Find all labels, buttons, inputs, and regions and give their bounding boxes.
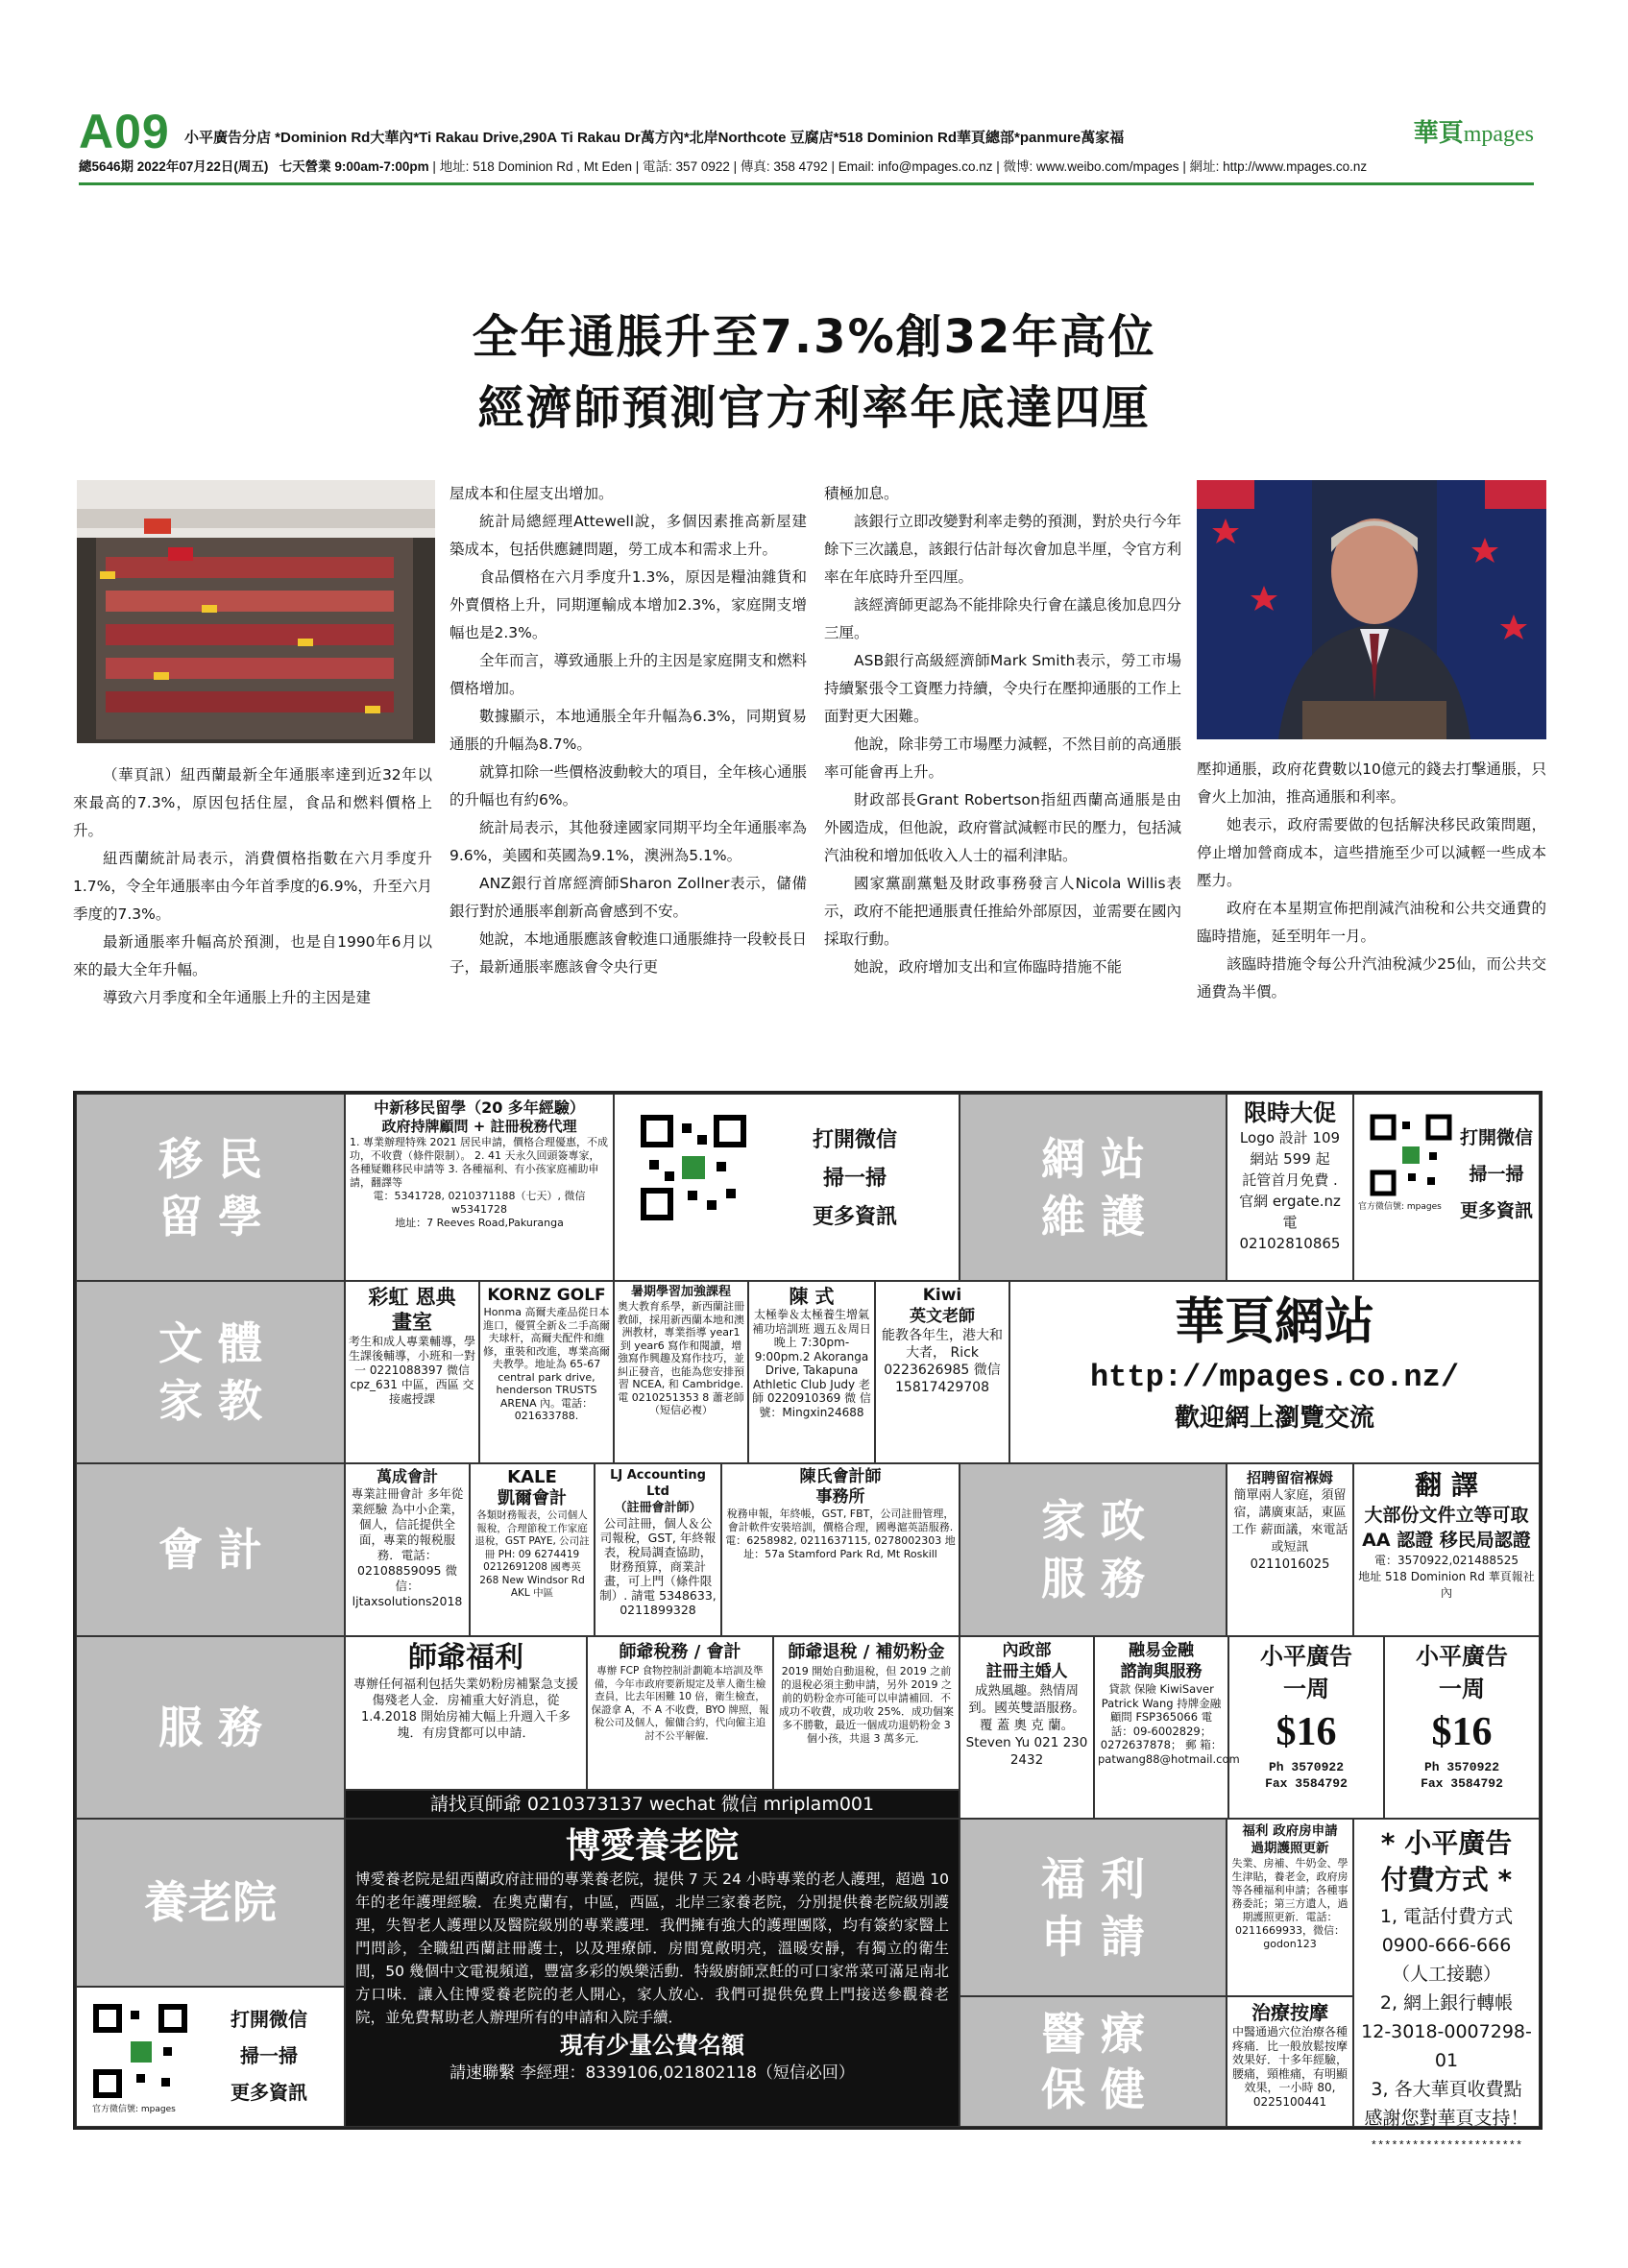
- ad-body: 稅務申報，年終帳，GST, FBT，公司註冊管理，會計軟件安裝培訓，價格合理，國粵滬英語服務. 電：6258982, 0211637115, 0278002303 地址：57a Stamford Park Rd, Mt Roskill: [725, 1508, 956, 1560]
- ad-contact: 電：3570922,021488525 地址 518 Dominion Rd 華頁報社內: [1358, 1554, 1535, 1600]
- paragraph: 該經濟師更認為不能排除央行會在議息後加息四分三厘。: [824, 596, 1182, 641]
- qr-ad-1: [614, 1094, 960, 1281]
- article-column-3: [824, 480, 1181, 981]
- category-service: 服 務: [76, 1636, 345, 1819]
- paragraph: 該銀行立即改變對利率走勢的預測，對於央行今年餘下三次議息，該銀行估計每次會加息半厘，令官方利率在年底時升至四厘。: [824, 513, 1182, 586]
- qr-instructions: [202, 2001, 336, 2111]
- ad-contact: Ph 3570922 Fax 3584792: [1265, 1760, 1348, 1791]
- ad-title: 招聘留宿褓姆: [1246, 1469, 1333, 1486]
- ad-body: Honma 高爾夫產品從日本進口，優質全新＆二手高爾夫球杆，高爾夫配件和維修，重裝和改進，專業高爾夫教學。地址為 65-67 central park drive, henderson TRUSTS ARENA 內。電話：021633788.: [483, 1306, 610, 1422]
- ad-body: 專辦任何福利包括失業奶粉房補緊急支援傷殘老人金．房補重大好消息，從 1.4.2018 開始房補大幅上升週入千多塊．有房貸都可以申請．: [352, 1677, 578, 1741]
- ad-title: KALE 凱爾會計: [498, 1467, 567, 1508]
- ad-body: 1, 電話付費方式 0900-666-666 （人工接聽） 2, 網上銀行轉帳 12-3018-0007298-01 3, 各大華頁收費點 感謝您對華頁支持！: [1361, 1906, 1532, 2129]
- ad-title: 博愛養老院: [565, 1826, 739, 1866]
- qr-text-more: 更多資訊: [1459, 1200, 1533, 1221]
- ad-body: Logo 設計 109 網站 599 起 託管首月免費 . 官網 ergate.nz 電 02102810865: [1239, 1129, 1341, 1252]
- paragraph: 壓抑通脹，政府花費數以10億元的錢去打擊通脹，只會火上加油，推高通脹和利率。: [1197, 760, 1546, 806]
- ad-body: 成熟風趣。熱情周到。國英雙語服務。覆 蓋 奧 克 蘭。 Steven Yu 021 230 2432: [965, 1683, 1088, 1768]
- ad-contact-bar: 請找頁師爺 0210373137 wechat 微信 mriplam001: [345, 1790, 960, 1819]
- logo-cn: 華頁: [1413, 119, 1464, 147]
- ad-slogan: 歡迎網上瀏覽交流: [1174, 1404, 1374, 1433]
- paragraph: 就算扣除一些價格波動較大的項目，全年核心通脹的升幅也有約6%。: [450, 763, 808, 808]
- ad-lj-accounting: [595, 1463, 721, 1636]
- ad-address: 地址：7 Reeves Road,Pakuranga: [395, 1217, 564, 1229]
- qr-text-scan: 掃一掃: [1469, 1164, 1524, 1185]
- ad-contact: 請速聯繫 李經理：8339106,021802118（短信必回）: [450, 2063, 855, 2083]
- qr-caption: 官方微信號: mpages: [92, 2105, 176, 2114]
- paragraph: 她表示，政府需要做的包括解決移民政策問題，停止增加營商成本，這些措施至少可以減輕一些成本壓力。: [1197, 816, 1546, 889]
- qr-instructions: [759, 1122, 951, 1237]
- ad-contact: Ph 3570922 Fax 3584792: [1421, 1760, 1503, 1791]
- ad-title: 限時大促: [1244, 1099, 1336, 1126]
- qr-ad-2: [1353, 1094, 1540, 1281]
- ad-welfare-agent: [345, 1636, 587, 1790]
- qr-text-scan: 掃一掃: [240, 2044, 298, 2067]
- paragraph: 統計局表示，其他發達國家同期平均全年通脹率為9.6%，美國和英國為9.1%，澳洲為5.1%。: [450, 819, 808, 864]
- mpages-logo: [1414, 113, 1534, 149]
- ad-nanny: [1227, 1463, 1353, 1636]
- article-column-1: [73, 761, 432, 1012]
- header-divider: [79, 182, 1534, 185]
- weibo: 微博: www.weibo.com/mpages: [1003, 159, 1179, 174]
- ad-chen-accounting: [721, 1463, 960, 1636]
- ad-title: 融易金融 諮詢與服務: [1120, 1641, 1203, 1681]
- paragraph: 政府在本星期宣佈把削減汽油稅和公共交通費的臨時措施，延至明年一月。: [1197, 900, 1546, 945]
- paragraph: 統計局總經理Attewell說，多個因素推高新屋建築成本，包括供應鏈問題，勞工成本和需求上升。: [450, 513, 807, 558]
- ad-finance: [1094, 1636, 1240, 1819]
- logo-en: mpages: [1463, 122, 1534, 147]
- ad-contact: 電：5341728, 0210371188（七天）, 微信 w5341728: [373, 1190, 586, 1216]
- qr-caption: 官方微信號: mpages: [1358, 1202, 1442, 1212]
- qr-text-open: 打開微信: [1459, 1127, 1533, 1148]
- paragraph: 積極加息。: [824, 485, 899, 502]
- category-aged-care: 養老院: [76, 1819, 345, 1987]
- ad-body: 博愛養老院是紐西蘭政府註冊的專業養老院，提供 7 天 24 小時專業的老人護理，超過 10 年的老年護理經驗．在奧克蘭有，中區，西區，北岸三家養老院，分別提供養老院級別護理，失智老人護理以及醫院級別的專業護理．我們擁有強大的護理團隊，均有簽約家醫上門問診，全職紐西蘭註冊護士，以及理療師．房間寬敞明亮，溫暖安靜，有獨立的衛生間，50 幾個中文電視頻道，豐富多彩的娛樂活動．特級廚師烹飪的可口家常菜可滿足南北方口味．讓入住博愛養老院的老人開心，家人放心．我們可提供免費上門接送參觀養老院，並免費幫助老人辦理所有的申請和入院手續．: [355, 1870, 949, 2026]
- paragraph: 最新通脹率升幅高於預測，也是自1990年6月以來的最大全年升幅。: [73, 933, 432, 978]
- qr-instructions: [1454, 1120, 1539, 1229]
- ad-english-tutor: [875, 1281, 1009, 1463]
- qr-text-open: 打開微信: [231, 2008, 307, 2031]
- ad-title: Kiwi 英文老師: [910, 1286, 975, 1326]
- ad-body: 考生和成人專業輔導，學生課後輔導，小班和一對一 0221088397 微信 cpz_631 中區，西區 交接處授課: [349, 1335, 476, 1406]
- ad-body: 能教各年生，港大和大者， Rick 0223626985 微信 15817429708: [882, 1328, 1003, 1395]
- ad-title: 萬成會計: [376, 1467, 438, 1485]
- ad-subtitle: 政府持牌顧問 + 註冊稅務代理: [381, 1118, 577, 1135]
- ad-kale-accounting: [470, 1463, 595, 1636]
- website: 網址: http://www.mpages.co.nz: [1189, 159, 1368, 174]
- article-column-2: [450, 480, 807, 981]
- ad-title: LJ Accounting Ltd （註冊會計師）: [610, 1468, 706, 1515]
- ad-body: 各類財務報表，公司個人報稅，合理節稅工作家庭退稅，GST PAYE, 公司註冊 PH: 09 6274419 0212691208 國粵英 268 New Windsor Rd AKL 中區: [474, 1509, 590, 1599]
- paragraph: ANZ銀行首席經濟師Sharon Zollner表示，儲備銀行對於通脹率創新高會感到不安。: [450, 875, 807, 920]
- ad-wancheng-accounting: [345, 1463, 470, 1636]
- article-column-4: [1197, 756, 1546, 1006]
- ad-body: 專業註冊會計 多年從業經驗 為中小企業，個人，信託提供全面，專業的報税服務．電話：02108859095 微信：ljtaxsolutions2018: [351, 1486, 464, 1608]
- ad-title: KORNZ GOLF: [487, 1286, 606, 1305]
- issue-date: 總5646期 2022年07月22日(周五): [79, 159, 269, 174]
- page-number: A09: [79, 105, 170, 158]
- category-welfare: 福 利 申 請: [960, 1819, 1227, 1996]
- phone: 電話: 357 0922: [643, 159, 730, 174]
- qr-text-more: 更多資訊: [231, 2081, 307, 2104]
- category-accounting: 會 計: [76, 1463, 345, 1636]
- hours: 七天營業 9:00am-7:00pm: [279, 159, 429, 174]
- page-header: [79, 96, 1534, 188]
- ad-body: 2019 開始自動退稅，但 2019 之前的退稅必須主動申請，另外 2019 之前的奶粉金亦可能可以申請補回．不成功不收費，成功收 25%．成功個案多不勝數，最近一個成功退奶粉金 3 個小孩，共退 3 萬多元．: [779, 1665, 954, 1745]
- qr-code-icon[interactable]: [92, 2003, 188, 2099]
- ad-stars: **********************: [1370, 2139, 1523, 2153]
- ad-body: 失業、房補、牛奶金、學生津貼，養老金，政府房等各種福利申請；各種事務委託；第三方遺人，過期護照更新．電話：0211669933，微信：godon123: [1231, 1857, 1349, 1950]
- ad-classified-price-2: [1384, 1636, 1540, 1819]
- ad-price: $16: [1431, 1710, 1493, 1754]
- ad-body: 中醫通過穴位治療各種疼痛．比一般放鬆按摩效果好．十多年經驗，腰痛，頸椎痛，有明顯效果，一小時 80, 0225100441: [1231, 2025, 1348, 2109]
- qr-code-icon[interactable]: [640, 1114, 747, 1221]
- ad-price: $16: [1276, 1710, 1337, 1754]
- category-medical: 醫 療 保 健: [960, 1996, 1227, 2127]
- minister-photo: [1197, 480, 1546, 739]
- ad-title: 師爺退稅 / 補奶粉金: [788, 1642, 945, 1662]
- paragraph: 全年而言，導致通脹上升的主因是家庭開支和燃料價格增加。: [450, 652, 808, 697]
- ad-title: 翻 譯: [1415, 1469, 1478, 1501]
- paragraph: 屋成本和住屋支出增加。: [450, 485, 614, 502]
- qr-code-icon[interactable]: [1370, 1114, 1452, 1196]
- ad-title: 師爺稅務 / 會計: [619, 1642, 741, 1662]
- ad-payment-methods: [1353, 1819, 1540, 2153]
- paragraph: 該臨時措施令每公升汽油稅減少25仙，而公共交通費為半價。: [1197, 955, 1546, 1001]
- ad-title: 陳 式: [789, 1285, 835, 1308]
- ad-title: 福利 政府房申請 過期護照更新: [1242, 1823, 1338, 1856]
- ad-title: 治療按摩: [1251, 2001, 1328, 2024]
- ad-taichi: [748, 1281, 875, 1463]
- email: Email: info@mpages.co.nz: [838, 159, 993, 174]
- address: 地址: 518 Dominion Rd , Mt Eden: [439, 159, 633, 174]
- ad-body: 1. 專業辦理特殊 2021 居民申請，價格合理優惠，不成功，不收費（條件限制）。 2. 41 天永久回頭簽專家，各種疑難移民申請等 3. 各種福利、有小孩家庭補助申請，翻譯等: [350, 1136, 608, 1189]
- classified-ads: [73, 1091, 1543, 2153]
- ad-body: 貸款 保險 KiwiSaver Patrick Wang 持牌金融顧問 FSP365066 電 話：09-6002829；0272637878； 郵 箱：patwang88@hotmail.com: [1098, 1682, 1240, 1766]
- ad-title: 內政部 註冊主婚人: [985, 1641, 1068, 1681]
- paragraph: 財政部長Grant Robertson指紐西蘭高通脹是由外國造成，但他說，政府嘗試減輕市民的壓力，包括減汽油稅和增加低收入人士的福利津貼。: [824, 791, 1182, 864]
- qr-text-open: 打開微信: [812, 1128, 897, 1152]
- paragraph: （華頁訊）紐西蘭最新全年通脹率達到近32年以來最高的7.3%，原因包括住屋，食品和燃料價格上升。: [73, 766, 432, 839]
- ad-tax-refund: [773, 1636, 960, 1790]
- headline-line-1: 全年通脹升至7.3%創32年高位: [472, 310, 1156, 364]
- ad-summer-class: [614, 1281, 748, 1463]
- ad-massage: [1227, 1996, 1353, 2127]
- shop-locations: 小平廣告分店 *Dominion Rd大華內*Ti Rakau Drive,290A Ti Rakau Dr萬方內*北岸Northcote 豆腐店*518 Dominion Rd華頁總部*panmure萬家福: [184, 130, 1125, 146]
- category-immigration: 移 民 留 學: [76, 1094, 345, 1281]
- ad-web-promo: [1227, 1094, 1353, 1281]
- category-culture: 文 體 家 教: [76, 1281, 345, 1463]
- paragraph: 她說，本地通脹應該會較進口通脹維持一段較長日子，最新通脹率應該會令央行更: [450, 930, 808, 976]
- ad-classified-price-1: [1228, 1636, 1384, 1819]
- qr-ad-3: [76, 1987, 345, 2127]
- ad-mpages-website: [1009, 1281, 1540, 1463]
- ad-translation: [1353, 1463, 1540, 1636]
- ad-title: 彩虹 恩典 畫室: [368, 1286, 456, 1334]
- ad-body: 公司註冊，個人＆公司報稅，GST, 年終報表，稅局調查協助，財務預算，商業計畫，可上門（條件限制）. 請電 5348633, 0211899328: [599, 1516, 717, 1617]
- ad-aged-care-home: [345, 1819, 960, 2127]
- paragraph: 數據顯示，本地通脹全年升幅為6.3%，同期貿易通脹的升幅為8.7%。: [450, 708, 807, 753]
- paragraph: ASB銀行高級經濟師Mark Smith表示，勞工市場持續緊張令工資壓力持續，令央行在壓抑通脹的工作上面對更大困難。: [824, 652, 1182, 725]
- paragraph: 導致六月季度和全年通脹上升的主因是建: [103, 989, 372, 1006]
- supermarket-meat-photo: [77, 480, 435, 743]
- ad-vacancy: 現有少量公費名額: [560, 2032, 744, 2059]
- fax: 傳真: 358 4792: [740, 159, 828, 174]
- paragraph: 他說，除非勞工市場壓力減輕，不然目前的高通脹率可能會再上升。: [824, 736, 1182, 781]
- ad-title: 華頁網站: [1174, 1292, 1374, 1351]
- ad-subtitle: 大部份文件立等可取 AA 認證 移民局認證: [1362, 1505, 1531, 1551]
- ad-body: 簡單兩人家庭，須留宿，講廣東話，東區工作 薪面議，來電話或短訊 0211016025: [1231, 1488, 1349, 1572]
- ad-title: 小平廣告 一周: [1416, 1643, 1508, 1702]
- qr-text-scan: 掃一掃: [822, 1167, 887, 1191]
- ad-welfare-application: [1227, 1819, 1353, 1996]
- ad-body: 太極拳＆太極養生增氣補功培訓班 週五＆周日晚上 7:30pm-9:00pm.2 Akoranga Drive, Takapuna Athletic Club Judy 老 師 0220910369 微 信 號：Mingxin24688: [752, 1308, 871, 1419]
- ad-body: 奧大教育系學，新西蘭註冊教師，採用新西蘭本地和澳洲教材，專業指導 year1 到 year6 寫作和閱讀，增強寫作興趣及寫作技巧，並糾正發音，也能為您安排預習 NCEA, 和 Cambridge. 電 0210251353 8 蕭老師（短信必複）: [618, 1300, 744, 1416]
- ad-art-studio: [345, 1281, 479, 1463]
- category-household: 家 政 服 務: [960, 1463, 1227, 1636]
- ad-tax-agent: [587, 1636, 773, 1790]
- qr-text-more: 更多資訊: [812, 1205, 897, 1229]
- ad-title: 小平廣告 一周: [1260, 1643, 1352, 1702]
- paragraph: 國家黨副黨魁及財政事務發言人Nicola Willis表示，政府不能把通脹責任推給外部原因，並需要在國內採取行動。: [824, 875, 1182, 948]
- ad-golf: [479, 1281, 614, 1463]
- ad-celebrant: [960, 1636, 1094, 1819]
- ad-title: 中新移民留學（20 多年經驗）: [374, 1098, 585, 1117]
- ad-immigration: [345, 1094, 614, 1281]
- category-web: 網 站 維 護: [960, 1094, 1227, 1281]
- paragraph: 她說，政府增加支出和宣佈臨時措施不能: [854, 958, 1123, 976]
- ad-title: 師爺福利: [408, 1641, 523, 1675]
- ad-title: 暑期學習加強課程: [630, 1285, 731, 1299]
- ad-body: 專辦 FCP 食物控制計劃範本培訓及準備，今年市政府要新規定及華人衛生檢查員，比去年困難 10 倍，衛生檢查，保證拿 A，不 A 不收費，BYO 牌照，報稅公司及個人，僱傭合約，代向僱主追討不公平解僱．: [591, 1665, 769, 1742]
- ad-title: * 小平廣告 付費方式 *: [1380, 1827, 1513, 1895]
- headline-line-2: 經濟師預測官方利率年底達四厘: [477, 381, 1151, 435]
- website-link[interactable]: http://mpages.co.nz/: [1089, 1360, 1460, 1395]
- paragraph: 食品價格在六月季度升1.3%，原因是糧油雜貨和外賣價格上升，同期運輸成本增加2.3%，家庭開支增幅也是2.3%。: [450, 568, 807, 641]
- paragraph: 紐西蘭統計局表示，消費價格指數在六月季度升1.7%，令全年通脹率由今年首季度的6.9%，升至六月季度的7.3%。: [73, 850, 432, 923]
- ad-title: 陳氏會計師 事務所: [799, 1467, 882, 1507]
- issue-info-line: 總5646期 2022年07月22日(周五) 七天營業 9:00am-7:00pm | 地址: 518 Dominion Rd , Mt Eden | 電話: 357 0922 | 傳真: 358 4792 | Email: info@mpages.co.nz | 微博: www.weibo.com/mpages | 網址: http://www.mpages.co.nz: [79, 159, 1368, 174]
